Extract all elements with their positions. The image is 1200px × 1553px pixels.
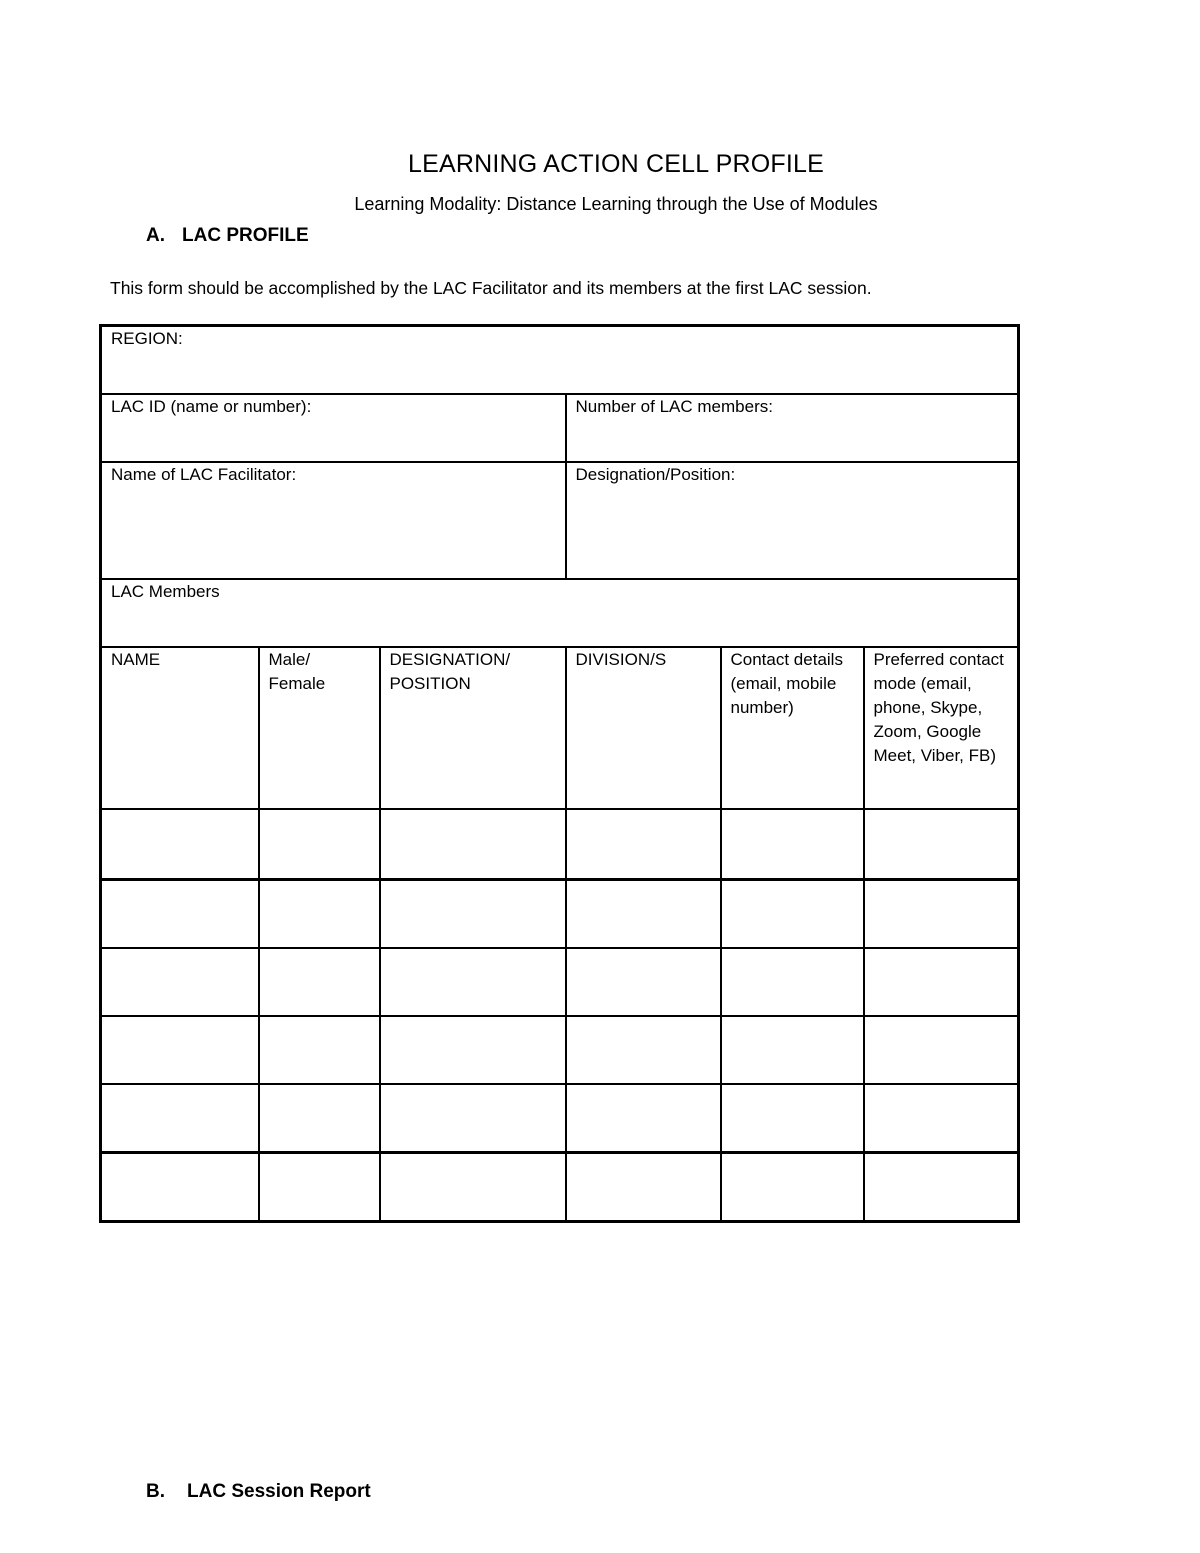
member-cell[interactable] <box>721 880 864 949</box>
member-cell[interactable] <box>259 1016 380 1084</box>
table-row <box>101 1016 1019 1084</box>
column-header-sex: Male/ Female <box>259 647 380 809</box>
member-cell[interactable] <box>380 1153 566 1222</box>
member-cell[interactable] <box>721 1084 864 1153</box>
lac-id-label: LAC ID (name or number): <box>111 397 312 416</box>
section-a-heading <box>146 225 309 247</box>
page-title: LEARNING ACTION CELL PROFILE <box>408 150 824 178</box>
member-cell[interactable] <box>864 880 1019 949</box>
member-cell[interactable] <box>864 1153 1019 1222</box>
member-cell[interactable] <box>380 948 566 1016</box>
member-cell[interactable] <box>259 880 380 949</box>
column-header-name: NAME <box>101 647 259 809</box>
designation-field[interactable] <box>566 462 1019 579</box>
lac-profile-table <box>99 324 1020 1223</box>
column-header-preferred-mode: Preferred contact mode (email, phone, Skype, Zoom, Google Meet, Viber, FB) <box>864 647 1019 809</box>
member-cell[interactable] <box>864 809 1019 880</box>
lac-id-field[interactable] <box>101 394 566 462</box>
member-cell[interactable] <box>566 1084 721 1153</box>
member-cell[interactable] <box>566 880 721 949</box>
section-a-letter: A. <box>146 225 165 246</box>
member-cell[interactable] <box>259 809 380 880</box>
region-field[interactable] <box>101 326 1019 395</box>
member-cell[interactable] <box>259 1153 380 1222</box>
member-cell[interactable] <box>721 1016 864 1084</box>
designation-label: Designation/Position: <box>575 465 736 484</box>
member-cell[interactable] <box>566 809 721 880</box>
member-cell[interactable] <box>721 1153 864 1222</box>
member-cell[interactable] <box>101 948 259 1016</box>
member-cell[interactable] <box>566 948 721 1016</box>
table-row <box>101 1084 1019 1153</box>
column-header-contact: Contact details (email, mobile number) <box>721 647 864 809</box>
member-cell[interactable] <box>566 1153 721 1222</box>
member-cell[interactable] <box>101 1153 259 1222</box>
member-cell[interactable] <box>101 1016 259 1084</box>
page-subtitle: Learning Modality: Distance Learning through the Use of Modules <box>354 194 878 214</box>
member-cell[interactable] <box>864 1016 1019 1084</box>
table-row <box>101 809 1019 880</box>
table-row <box>101 1153 1019 1222</box>
member-cell[interactable] <box>380 880 566 949</box>
members-count-field[interactable] <box>566 394 1019 462</box>
facilitator-label: Name of LAC Facilitator: <box>111 465 297 484</box>
member-cell[interactable] <box>101 880 259 949</box>
column-header-division: DIVISION/S <box>566 647 721 809</box>
region-label: REGION: <box>111 329 183 348</box>
section-b-letter: B. <box>146 1481 165 1502</box>
member-cell[interactable] <box>101 809 259 880</box>
member-cell[interactable] <box>864 1084 1019 1153</box>
member-cell[interactable] <box>721 948 864 1016</box>
table-row <box>101 880 1019 949</box>
section-a-label: LAC PROFILE <box>182 225 309 246</box>
member-cell[interactable] <box>864 948 1019 1016</box>
member-cell[interactable] <box>380 1016 566 1084</box>
member-cell[interactable] <box>259 948 380 1016</box>
member-cell[interactable] <box>101 1084 259 1153</box>
column-header-designation: DESIGNATION/ POSITION <box>380 647 566 809</box>
member-cell[interactable] <box>566 1016 721 1084</box>
intro-text: This form should be accomplished by the LAC Facilitator and its members at the first LAC session. <box>110 278 872 298</box>
table-row <box>101 948 1019 1016</box>
members-section-header <box>101 579 1019 647</box>
members-section-label: LAC Members <box>111 582 220 601</box>
member-cell[interactable] <box>380 809 566 880</box>
member-cell[interactable] <box>721 809 864 880</box>
section-b-heading <box>146 1481 371 1503</box>
member-cell[interactable] <box>259 1084 380 1153</box>
facilitator-field[interactable] <box>101 462 566 579</box>
section-b-label: LAC Session Report <box>187 1481 371 1502</box>
member-cell[interactable] <box>380 1084 566 1153</box>
members-header-row <box>101 647 1019 809</box>
members-count-label: Number of LAC members: <box>575 397 773 416</box>
